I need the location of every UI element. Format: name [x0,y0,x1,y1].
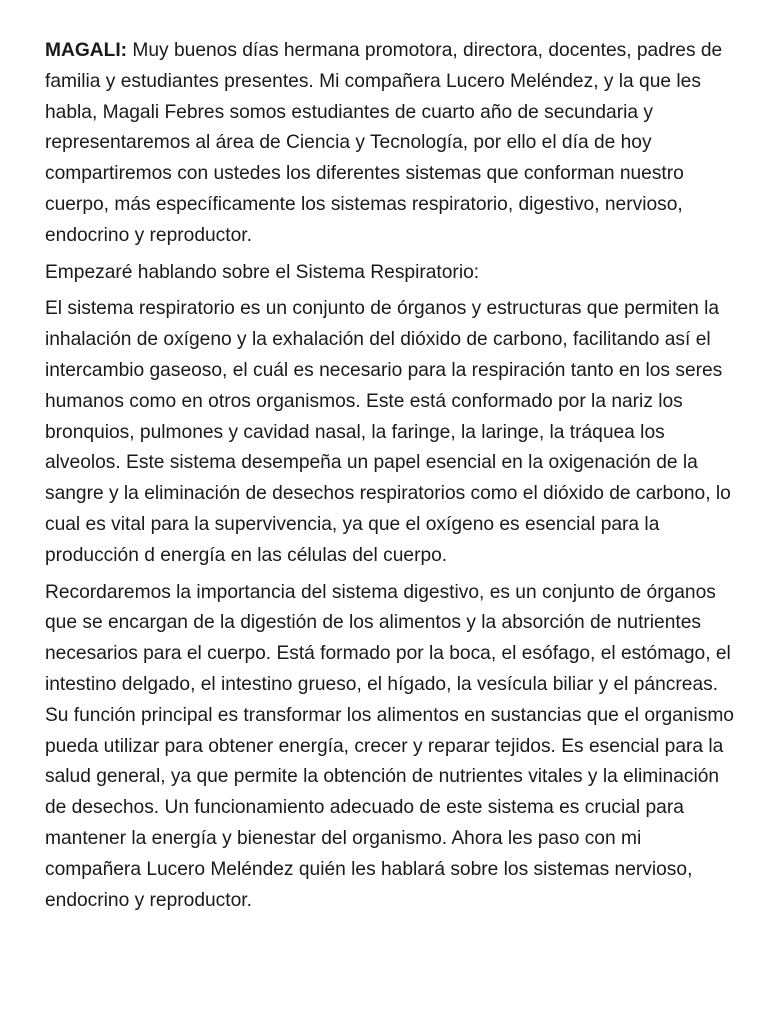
document-page [45,36,735,922]
speaker-name: MAGALI: [45,40,128,61]
respiratory-paragraph: El sistema respiratorio es un conjunto de órganos y estructuras que permiten la inhalación de oxígeno y la exhalación del dióxido de carbono, facilitando así el intercambio gaseoso, el cuál es necesario para la respiración tanto en los seres humanos como en otros organismos. Este está conformado por la nariz los bronquios, pulmones y cavidad nasal, la faringe, la laringe, la tráquea los alveolos. Este sistema desempeña un papel esencial en la oxigenación de la sangre y la eliminación de desechos respiratorios como el dióxido de carbono, lo cual es vital para la supervivencia, ya que el oxígeno es esencial para la producción d energía en las células del cuerpo. [45,298,731,566]
digestive-paragraph: Recordaremos la importancia del sistema digestivo, es un conjunto de órganos que se encargan de la digestión de los alimentos y la absorción de nutrientes necesarios para el cuerpo. Está formado por la boca, el esófago, el estómago, el intestino delgado, el intestino grueso, el hígado, la vesícula biliar y el páncreas. Su función principal es transformar los alimentos en sustancias que el organismo pueda utilizar para obtener energía, crecer y reparar tejidos. Es esencial para la salud general, ya que permite la obtención de nutrientes vitales y la eliminación de desechos. Un funcionamiento adecuado de este sistema es crucial para mantener la energía y bienestar del organismo. Ahora les paso con mi compañera Lucero Meléndez quién les hablará sobre los sistemas nervioso, endocrino y reproductor. [45,581,734,911]
intro-paragraph [45,36,735,252]
respiratory-heading-paragraph: Empezaré hablando sobre el Sistema Respiratorio: [45,261,480,283]
intro-text: Muy buenos días hermana promotora, directora, docentes, padres de familia y estudiantes presentes. Mi compañera Lucero Meléndez, y la que les habla, Magali Febres somos estudiantes de cuarto año de secundaria y representaremos al área de Ciencia y Tecnología, por ello el día de hoy compartiremos con ustedes los diferentes sistemas que conforman nuestro cuerpo, más específicamente los sistemas respiratorio, digestivo, nervioso, endocrino y reproductor. [45,40,723,246]
